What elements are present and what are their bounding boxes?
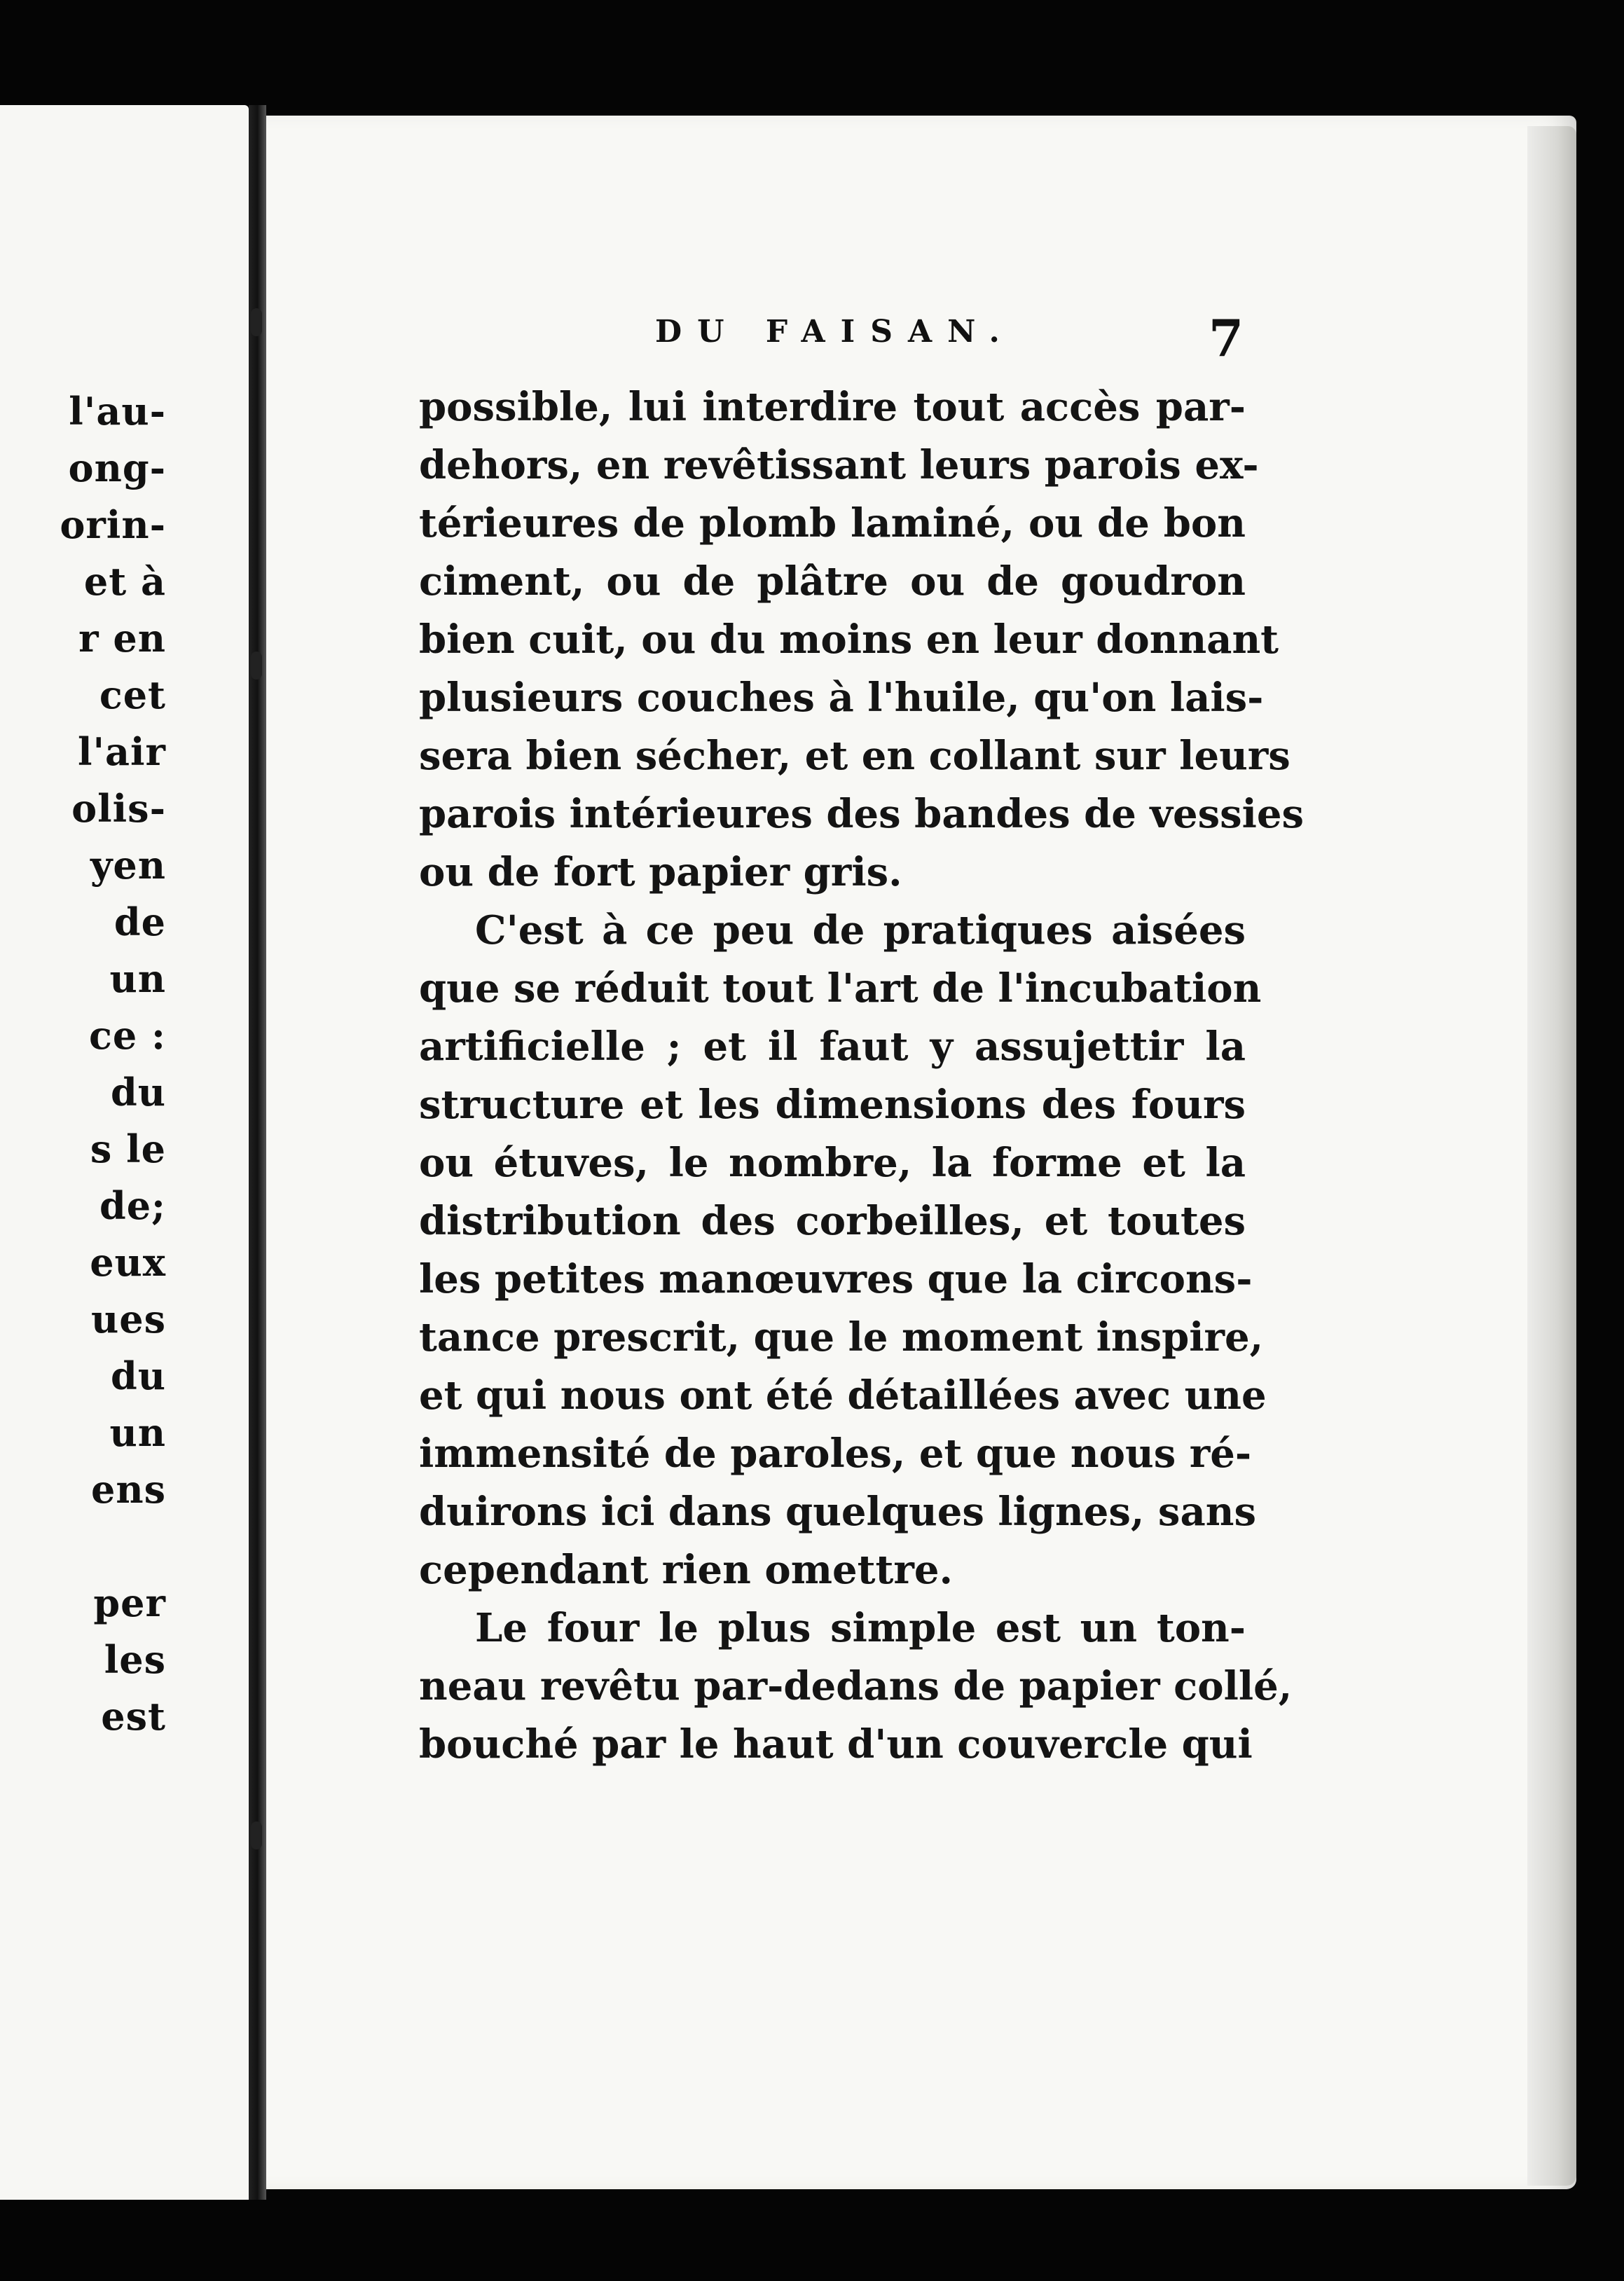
text-line: térieures de plomb laminé, ou de bon (419, 500, 1246, 546)
left-line-fragment: l'air (78, 729, 166, 774)
left-line-fragment: un (109, 1410, 166, 1455)
left-line-fragment: l'au- (69, 389, 166, 434)
text-line: cependant rien omettre. (419, 1547, 953, 1593)
left-line-fragment: les (104, 1637, 166, 1682)
left-page (0, 105, 249, 2200)
left-line-fragment: orin- (60, 502, 166, 547)
text-line: distribution des corbeilles, et toutes (419, 1198, 1246, 1244)
text-line: duirons ici dans quelques lignes, sans (419, 1489, 1256, 1535)
left-line-fragment: du (110, 1070, 166, 1115)
left-line-fragment: eux (90, 1240, 166, 1285)
text-line: artificielle ; et il faut y assujettir la (419, 1024, 1246, 1070)
left-line-fragment: ens (90, 1467, 166, 1512)
page-edge (1527, 126, 1576, 2186)
text-line: bouché par le haut d'un couvercle qui (419, 1721, 1253, 1767)
text-line: tance prescrit, que le moment inspire, (419, 1314, 1264, 1360)
left-line-fragment: per (93, 1580, 166, 1625)
text-line: dehors, en revêtissant leurs parois ex- (419, 442, 1259, 488)
left-line-fragment: olis- (71, 786, 166, 831)
left-line-fragment: ong- (68, 446, 166, 490)
text-line: ou de fort papier gris. (419, 849, 902, 895)
text-line: C'est à ce peu de pratiques aisées (475, 907, 1246, 953)
left-line-fragment: cet (99, 673, 166, 717)
left-line-fragment: de; (99, 1183, 166, 1228)
text-line: ou étuves, le nombre, la forme et la (419, 1140, 1246, 1186)
text-line: Le four le plus simple est un ton- (475, 1605, 1246, 1651)
text-line: plusieurs couches à l'huile, qu'on lais- (419, 675, 1264, 721)
gutter-mark (251, 652, 262, 680)
text-line: bien cuit, ou du moins en leur donnant (419, 616, 1279, 663)
text-line: et qui nous ont été détaillées avec une (419, 1372, 1267, 1419)
text-line: parois intérieures des bandes de vessies (419, 791, 1305, 837)
text-line: neau revêtu par-dedans de papier collé, (419, 1663, 1293, 1709)
left-page-text (0, 105, 166, 2200)
left-line-fragment: ues (90, 1297, 166, 1342)
gutter-mark (251, 1821, 262, 1849)
left-line-fragment: et à (83, 559, 166, 604)
text-line: que se réduit tout l'art de l'incubation (419, 965, 1262, 1012)
left-line-fragment: est (101, 1694, 166, 1739)
text-line: structure et les dimensions des fours (419, 1082, 1246, 1128)
book-gutter (249, 105, 266, 2200)
left-line-fragment: s le (90, 1126, 166, 1171)
left-line-fragment: ce : (89, 1013, 166, 1058)
body-text (419, 378, 1305, 1774)
left-line-fragment: r en (78, 616, 166, 661)
left-line-fragment: du (110, 1353, 166, 1398)
text-line: sera bien sécher, et en collant sur leurs (419, 733, 1291, 779)
left-line-fragment: yen (90, 843, 166, 888)
left-line-fragment: un (109, 956, 166, 1001)
text-line: immensité de paroles, et que nous ré- (419, 1431, 1252, 1477)
text-line: ciment, ou de plâtre ou de goudron (419, 558, 1246, 605)
page-number: 7 (1209, 308, 1244, 368)
gutter-mark (251, 308, 262, 336)
left-line-fragment: de (113, 900, 166, 944)
text-line: possible, lui interdire tout accès par- (419, 384, 1246, 430)
text-line: les petites manœuvres que la circons- (419, 1256, 1253, 1302)
running-head: DU FAISAN. (655, 314, 1015, 350)
